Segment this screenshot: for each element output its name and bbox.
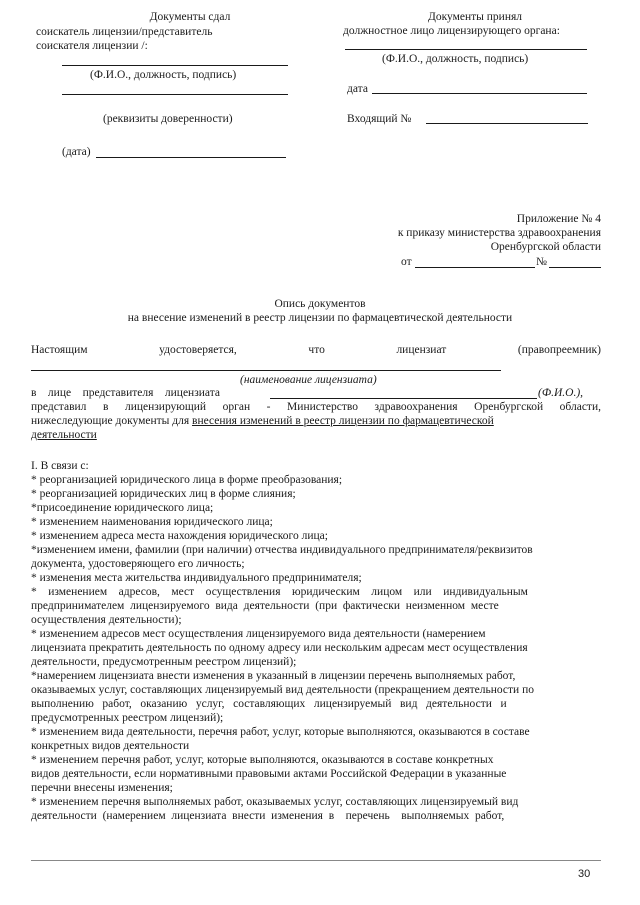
list-line: * реорганизацией юридических лиц в форме слияния; <box>31 488 296 500</box>
statement-line-3: представил в лицензирующий орган - Министерство здравоохранения Оренбургской области, <box>31 401 601 413</box>
list-line: выполнению работ, оказанию услуг, составляющих лицензируемый вид деятельности и <box>31 698 507 710</box>
appendix-line-2: к приказу министерства здравоохранения <box>397 227 601 239</box>
list-line: лицензиата прекратить деятельность по одному адресу или нескольким адресам мест осуществления <box>31 642 528 654</box>
list-line: * изменением перечня выполняемых работ, оказываемых услуг, составляющих лицензируемый вид <box>31 796 519 808</box>
statement-word-3: что <box>308 344 325 356</box>
list-line: оказываемых услуг, составляющих лицензируемый вид деятельности (прекращением деятельности по <box>31 684 534 696</box>
list-line: перечни внесены изменения; <box>31 782 173 794</box>
right-date-label: дата <box>347 83 368 95</box>
list-line: * изменением перечня работ, услуг, которые выполняются, оказываются в составе конкретных <box>31 754 494 766</box>
list-line: * изменением адресов, мест осуществления юридическим лицом или индивидуальным <box>31 586 528 598</box>
list-line: * изменения места жительства индивидуального предпринимателя; <box>31 572 362 584</box>
list-line: осуществления деятельности); <box>31 614 182 626</box>
document-title: Опись документов <box>274 298 366 310</box>
statement-line-4 <box>31 414 601 428</box>
left-heading-3: соискателя лицензии /: <box>36 40 148 52</box>
appendix-from-label: от <box>401 256 412 268</box>
list-line: документа, удостоверяющего его личность; <box>31 558 245 570</box>
left-date-label: (дата) <box>62 146 91 158</box>
appendix-line-3: Оренбургской области <box>490 241 601 253</box>
list-line: * изменением адреса места нахождения юридического лица; <box>31 530 328 542</box>
left-signature-line <box>62 65 288 66</box>
list-line: деятельности (намерением лицензиата внести изменения в перечень выполняемых работ, <box>31 810 505 822</box>
document-subtitle: на внесение изменений в реестр лицензии по фармацевтической деятельности <box>127 312 513 324</box>
licensee-name-line <box>31 370 501 371</box>
list-line: * изменением наименования юридического лица; <box>31 516 273 528</box>
right-date-line <box>372 93 587 94</box>
statement-line-4-underlined: внесения изменений в реестр лицензии по фармацевтической <box>192 415 494 427</box>
statement-line-4-prefix: нижеследующие документы для <box>31 415 193 427</box>
right-heading-2: должностное лицо лицензирующего органа: <box>343 25 560 37</box>
list-line: предусмотренных реестром лицензий); <box>31 712 224 724</box>
section-list <box>31 473 601 823</box>
licensee-caption: (наименование лицензиата) <box>240 374 377 386</box>
right-signature-line <box>345 49 587 50</box>
left-signature-caption: (Ф.И.О., должность, подпись) <box>90 69 237 81</box>
section-heading: I. В связи с: <box>31 460 89 472</box>
left-date-line <box>96 157 286 158</box>
statement-word-1: Настоящим <box>31 344 88 356</box>
list-line: *изменением имени, фамилии (при наличии) отчества индивидуального предпринимателя/реквизитов <box>31 544 533 556</box>
representative-prefix: в лице представителя лицензиата <box>31 387 220 399</box>
list-line: деятельности, предусмотренным реестром лицензий); <box>31 656 297 668</box>
list-line: * реорганизацией юридического лица в форме преобразования; <box>31 474 343 486</box>
left-heading-1: Документы сдал <box>149 11 231 23</box>
right-signature-caption: (Ф.И.О., должность, подпись) <box>382 53 529 65</box>
list-line: *намерением лицензиата внести изменения в указанный в лицензии перечень выполняемых работ, <box>31 670 516 682</box>
statement-word-4: лицензиат <box>396 344 447 356</box>
list-line: видов деятельности, если нормативными правовыми актами Российской Федерации в указанные <box>31 768 507 780</box>
right-heading-1: Документы принял <box>427 11 523 23</box>
right-incoming-label: Входящий № <box>347 113 412 125</box>
list-line: * изменением адресов мест осуществления лицензируемого вида деятельности (намерением <box>31 628 486 640</box>
footer-rule <box>31 860 601 861</box>
representative-fio-label: (Ф.И.О.), <box>538 387 584 399</box>
statement-line-1 <box>31 343 601 357</box>
list-line: предпринимателем лицензируемого вида деятельности (при фактически неизменном месте <box>31 600 499 612</box>
list-line: *присоединение юридического лица; <box>31 502 214 514</box>
appendix-number-line <box>549 267 601 268</box>
left-proxy-caption: (реквизиты доверенности) <box>103 113 233 125</box>
left-heading-2: соискатель лицензии/представитель <box>36 26 213 38</box>
list-line: конкретных видов деятельности <box>31 740 190 752</box>
representative-fio-line <box>270 398 537 399</box>
statement-line-5: деятельности <box>31 429 97 441</box>
appendix-number-label: № <box>536 256 547 268</box>
list-line: * изменением вида деятельности, перечня работ, услуг, которые выполняются, оказываются в составе <box>31 726 530 738</box>
right-incoming-line <box>426 123 588 124</box>
appendix-date-line <box>415 267 535 268</box>
appendix-line-1: Приложение № 4 <box>516 213 601 225</box>
statement-word-2: удостоверяется, <box>159 344 237 356</box>
statement-word-5: (правопреемник) <box>517 344 601 356</box>
left-proxy-line <box>62 94 288 95</box>
page-number: 30 <box>578 868 591 880</box>
